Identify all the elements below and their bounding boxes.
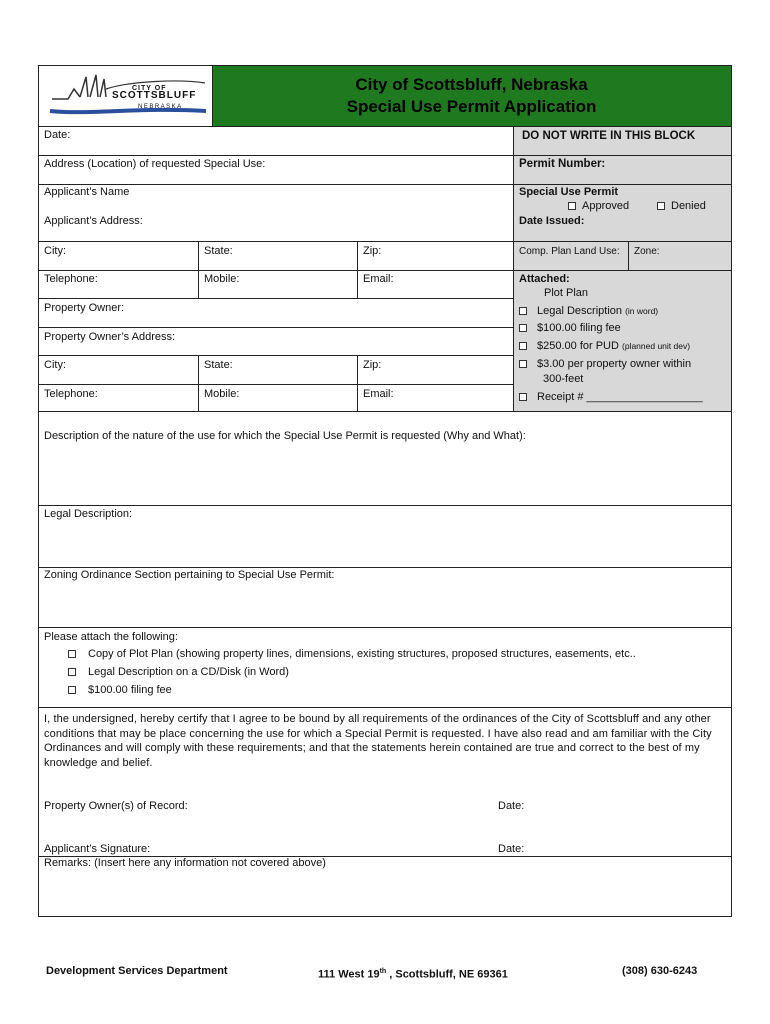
owner-telephone-field[interactable]: Telephone: [44,388,98,400]
attach-item-text: Legal Description on a CD/Disk (in Word) [88,666,289,678]
filing-fee-label: $100.00 filing fee [537,322,621,334]
checkbox-icon [519,360,527,368]
telephone-field[interactable]: Telephone: [44,273,98,285]
attached-filing-fee [519,322,621,335]
title-line2: Special Use Permit Application [346,97,597,116]
owner-state-field[interactable]: State: [204,359,233,371]
applicant-date-field[interactable]: Date: [498,843,525,855]
mobile-field[interactable]: Mobile: [204,273,240,285]
owner-city-field[interactable]: City: [44,359,66,371]
checkbox-icon [519,393,527,401]
zip-field[interactable]: Zip: [363,245,382,257]
footer-address-pre: 111 West 19 [318,968,380,981]
owner-mobile-field[interactable]: Mobile: [204,388,240,400]
attached-pud-fee [519,340,690,353]
applicant-address-field[interactable]: Applicant’s Address: [44,215,143,227]
footer-address [318,965,508,982]
permit-number: Permit Number: [519,158,606,170]
approved-checkbox [568,202,576,210]
title-line1: City of Scottsbluff, Nebraska [355,75,588,94]
email-field[interactable]: Email: [363,273,394,285]
owner-zip-field[interactable]: Zip: [363,359,382,371]
comp-plan: Comp. Plan Land Use: [519,246,620,257]
receipt-label: Receipt # ___________________ [537,391,703,403]
checkbox-icon [519,324,527,332]
denied-option [657,200,706,213]
date-issued: Date Issued: [519,215,585,227]
zone: Zone: [634,246,660,257]
footer-phone: (308) 630-6243 [622,965,698,977]
legal-desc-note: (in word) [625,306,659,316]
remarks-field[interactable]: Remarks: (Insert here any information not covered above) [44,857,326,869]
pud-fee-label: $250.00 for PUD [537,340,619,352]
footer-department: Development Services Department [46,965,228,977]
pud-note: (planned unit dev) [622,341,691,351]
special-use-permit: Special Use Permit [519,186,619,198]
zoning-field[interactable]: Zoning Ordinance Section pertaining to Special Use Permit: [44,569,335,581]
logo-city: CITY OF [132,85,167,92]
checkbox-icon [68,686,76,694]
logo-name: SCOTTSBLUFF [112,90,197,101]
attached-owner-fee [519,358,691,371]
denied-label: Denied [671,200,706,212]
attach-item-fee [68,684,172,697]
attach-item-text: $100.00 filing fee [88,684,172,696]
attached-legal-desc [519,305,658,318]
certification-text: I, the undersigned, hereby certify that I agree to be bound by all requirements of the ordinances of the City of Scottsbluff and any other conditions that may be place concerning the use for which a Special Permit is requested. I have also read and am familiar with the City Ordinances and will comply with these requirements; and that the statements herein contained are true and correct to the best of my knowledge and belief. [44,713,712,769]
description-field[interactable]: Description of the nature of the use for which the Special Use Permit is requested (Why and What): [44,430,526,442]
legal-desc-label: Legal Description [537,305,622,317]
checkbox-icon [519,342,527,350]
footer-address-sup: th [379,968,387,975]
checkbox-icon [519,307,527,315]
attach-item-plot-plan [68,648,636,661]
owner-address-field[interactable]: Property Owner’s Address: [44,331,176,343]
applicant-name-field[interactable]: Applicant’s Name [44,186,130,198]
attach-item-text: Copy of Plot Plan (showing property lines, dimensions, existing structures, proposed structures, easements, etc.. [88,648,636,660]
property-owner-field[interactable]: Property Owner: [44,302,125,314]
address-field[interactable]: Address (Location) of requested Special Use: [44,158,266,170]
checkbox-icon [68,668,76,676]
attached-receipt [519,391,703,404]
footer-address-post: , Scottsbluff, NE 69361 [386,968,508,981]
denied-checkbox [657,202,665,210]
office-header: DO NOT WRITE IN THIS BLOCK [522,130,696,142]
state-field[interactable]: State: [204,245,233,257]
plot-plan: Plot Plan [544,287,589,299]
city-field[interactable]: City: [44,245,66,257]
attached-heading: Attached: [519,273,570,285]
owner-fee-line2: 300-feet [543,373,584,385]
approved-option [568,200,629,213]
page-title [212,74,731,118]
approved-label: Approved [582,200,630,212]
attach-header: Please attach the following: [44,631,178,643]
legal-description-field[interactable]: Legal Description: [44,508,133,520]
owner-date-field[interactable]: Date: [498,800,525,812]
owner-fee-line1: $3.00 per property owner within [537,358,692,370]
logo-state: NEBRASKA [138,104,183,110]
attach-item-legal [68,666,289,679]
logo [40,67,212,125]
applicant-signature-field[interactable]: Applicant’s Signature: [44,843,151,855]
date-field[interactable]: Date: [44,129,71,141]
checkbox-icon [68,650,76,658]
owner-of-record-field[interactable]: Property Owner(s) of Record: [44,800,188,812]
owner-email-field[interactable]: Email: [363,388,394,400]
